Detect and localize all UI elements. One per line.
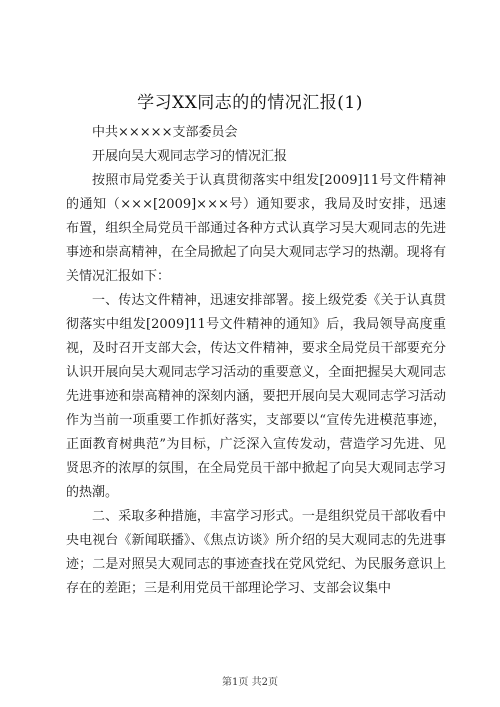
paragraph-intro: 按照市局党委关于认真贯彻落实中组发[2009]11号文件精神的通知（×××[2009]×××号）通知要求，我局及时安排，迅速布置，组织全局党员干部通过各种方式认真学习吴大观同志的先进事迹和崇高精神，在全局掀起了向吴大观同志学习的热潮。现将有关情况汇报如下： bbox=[66, 173, 446, 284]
document-body bbox=[66, 121, 446, 601]
page-number: 第1页 共2页 bbox=[222, 677, 278, 688]
paragraph-section-one: 一、传达文件精神，迅速安排部署。接上级党委《关于认真贯彻落实中组发[2009]11号文件精神的通知》后，我局领导高度重视，及时召开支部大会，传达文件精神，要求全局党员干部要充分认识开展向吴大观同志学习活动的重要意义，全面把握吴大观同志先进事迹和崇高精神的深刻内涵，要把开展向吴大观同志学习活动作为当前一项重要工作抓好落实，支部要以“宣传先进模范事迹，正面教育树典范”为目标，广泛深入宣传发动，营造学习先进、见贤思齐的浓厚的氛围，在全局党员干部中掀起了向吴大观同志学习的热潮。 bbox=[66, 293, 446, 500]
paragraph-organization: 中共×××××支部委员会 bbox=[92, 125, 238, 140]
paragraph-section-two: 二、采取多种措施，丰富学习形式。一是组织党员干部收看中央电视台《新闻联播》、《焦点访谈》所介绍的吴大观同志的先进事迹；二是对照吴大观同志的事迹查找在党风党纪、为民服务意识上存在的差距；三是利用党员干部理论学习、支部会议集中 bbox=[66, 509, 446, 596]
paragraph-subtitle: 开展向吴大观同志学习的情况汇报 bbox=[92, 149, 288, 164]
document-title: 学习XX同志的的情况汇报(1) bbox=[137, 93, 363, 113]
